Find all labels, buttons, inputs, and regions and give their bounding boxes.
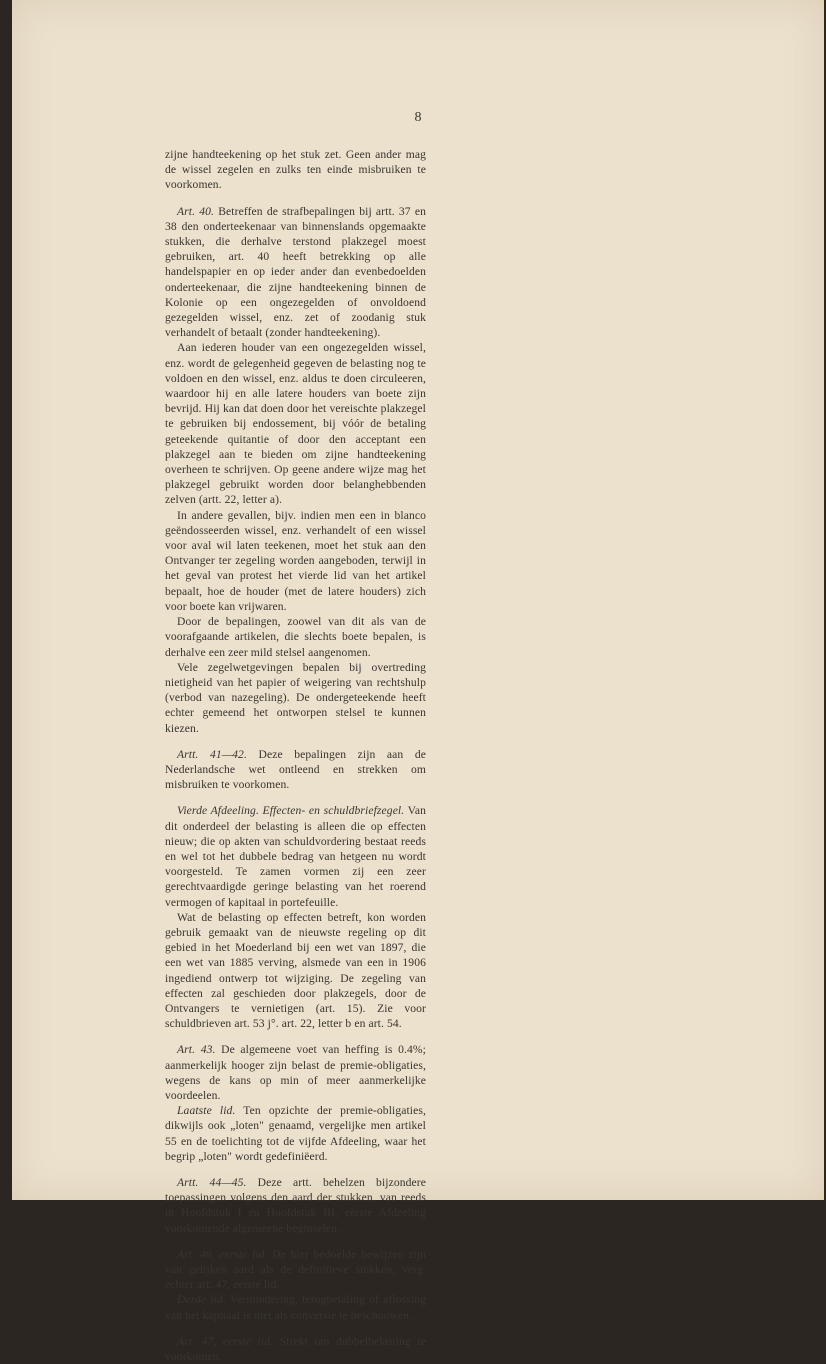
paragraph-text: De hier bedoelde bewijzen zijn van gelijken aard als de definitieve stukken; verg. echter art. 47, eerste lid. [165,1247,426,1292]
paragraph [165,660,426,736]
paragraph-lead: Derde lid. [177,1293,226,1307]
paragraph [165,614,426,660]
paragraph [165,1042,426,1103]
paragraph-text: Van dit onderdeel der belasting is alleen die op effecten nieuw; die op akten van schuldvordering bestaat reeds en wel tot het dubbele bedrag van hetgeen nu wordt voorgesteld. Te zamen vormen zij een zeer gerechtvaardigde geringe belasting van het roerend vermogen of kapitaal in portefeuille. [165,804,426,909]
paragraph [165,340,426,507]
paragraph-text: Deze artt. behelzen bijzondere toepassingen volgens den aard der stukken, van reeds in Hoofdstuk I en Hoofdstuk III, eerste Afdeeling voorkomende algemeene beginselen. [165,1176,426,1235]
paragraph-lead: Vierde Afdeeling. Effecten- en schuldbriefzegel. [177,804,405,818]
paragraph [165,803,426,909]
paragraph-text: Wat de belasting op effecten betreft, kon worden gebruik gemaakt van de nieuwste regeling op dit gebied in het Moederland bij een wet van 1897, die een wet van 1885 verving, alsmede van een in 1906 ingediend ontwerp tot wijziging. De zegeling van effecten zal geschieden door plakzegels, door de Ontvangers te vernietigen (art. 15). Zie voor schuldbrieven art. 53 j°. art. 22, letter b en art. 54. [165,910,426,1031]
paragraph-text: Betreffen de strafbepalingen bij artt. 37 en 38 den onderteekenaar van binnenslands opgemaakte stukken, die derhalve terstond plakzegel moest gebruiken, art. 40 heeft betrekking op alle handelspapier en op ieder ander dan evenbedoelden onderteekenaar, die zijne handteekening binnen de Kolonie op een ongezegelden of onvoldoend gezegelden wissel, enz. zet of zoodanig stuk verhandelt of betaalt (zonder handteekening). [165,204,426,340]
paragraph-text: Strekt om dubbelbelasting te voorkomen. [165,1334,426,1364]
paragraph-text: Ten opzichte der premie-obligaties, dikwijls ook „loten" genaamd, vergelijke men artikel 55 en de toelichting tot de vijfde Afdeeling, waar het begrip „loten" wordt gedefiniëerd. [165,1104,426,1163]
paragraph-lead: Laatste lid. [177,1104,236,1118]
paragraph [165,1175,426,1236]
paragraph-text: Door de bepalingen, zoowel van dit als van de voorafgaande artikelen, die slechts boete bepalen, is derhalve een zeer mild stelsel aangenomen. [165,615,426,659]
paragraph-lead: Art. 43. [177,1043,216,1057]
page-number: 8 [414,110,422,125]
paragraph [165,147,426,193]
paragraph [165,1292,426,1322]
paragraph [165,508,426,614]
paragraph-text: Aan iederen houder van een ongezegelden wissel, enz. wordt de gelegenheid gegeven de belasting nog te voldoen en den wissel, enz. aldus te doen circuleeren, waardoor hij en alle latere houders van boete zijn bevrijd. Hij kan dat doen door het vereischte plakzegel te gebruiken bij endossement, bij vóór de betaling geteekende quitantie of door den acceptant een plakzegel aan te bieden om zijne handteekening overheen te schrijven. Op geene andere wijze mag het plakzegel gebruikt worden door belanghebbenden zelven (artt. 22, letter a). [165,341,426,507]
paragraph-lead: Artt. 44—45. [177,1176,247,1189]
document-page [12,0,824,1364]
paragraph [165,910,426,1032]
paragraph-text: Vele zegelwetgevingen bepalen bij overtreding nietigheid van het papier of weigering van rechtshulp (verbod van nazegeling). De ondergeteekende heeft echter gemeend het ontworpen stelsel te kunnen kiezen. [165,660,426,735]
paragraph-text: De algemeene voet van heffing is 0.4%; aanmerkelijk hooger zijn belast de premie-obligaties, wegens de kans op min of meer aanmerkelijke voordeelen. [165,1043,426,1102]
paragraph-text: Deze bepalingen zijn aan de Nederlandsche wet ontleend en strekken om misbruiken te voorkomen. [165,747,426,792]
body-text [165,147,426,1364]
paragraph-lead: Art. 46, eerste lid. [177,1247,268,1261]
paragraph-lead: Art. 40. [177,204,215,218]
paragraph-text: Vermindering, terugbetaling of aflossing van het kapitaal is niet als conversie te beschouwen. [165,1293,426,1322]
paragraph-text: In andere gevallen, bijv. indien men een in blanco geëndosseerden wissel, enz. verhandelt of een wissel voor aval wil laten teekenen, moet het stuk aan den Ontvanger ter zegeling worden aangeboden, terwijl in het geval van protest het vierde lid van het artikel bepaalt, hoe de houder (met de latere houders) zich voor boete kan vrijwaren. [165,508,426,613]
paragraph [165,1247,426,1293]
paragraph [165,1103,426,1164]
paragraph [165,1334,426,1364]
paragraph [165,747,426,793]
paragraph-lead: Artt. 41—42. [177,747,247,761]
paragraph-text: zijne handteekening op het stuk zet. Geen ander mag de wissel zegelen en zulks ten einde misbruiken te voorkomen. [165,148,426,192]
paragraph-lead: Art. 47, eerste lid. [177,1334,274,1348]
paragraph [165,204,426,341]
